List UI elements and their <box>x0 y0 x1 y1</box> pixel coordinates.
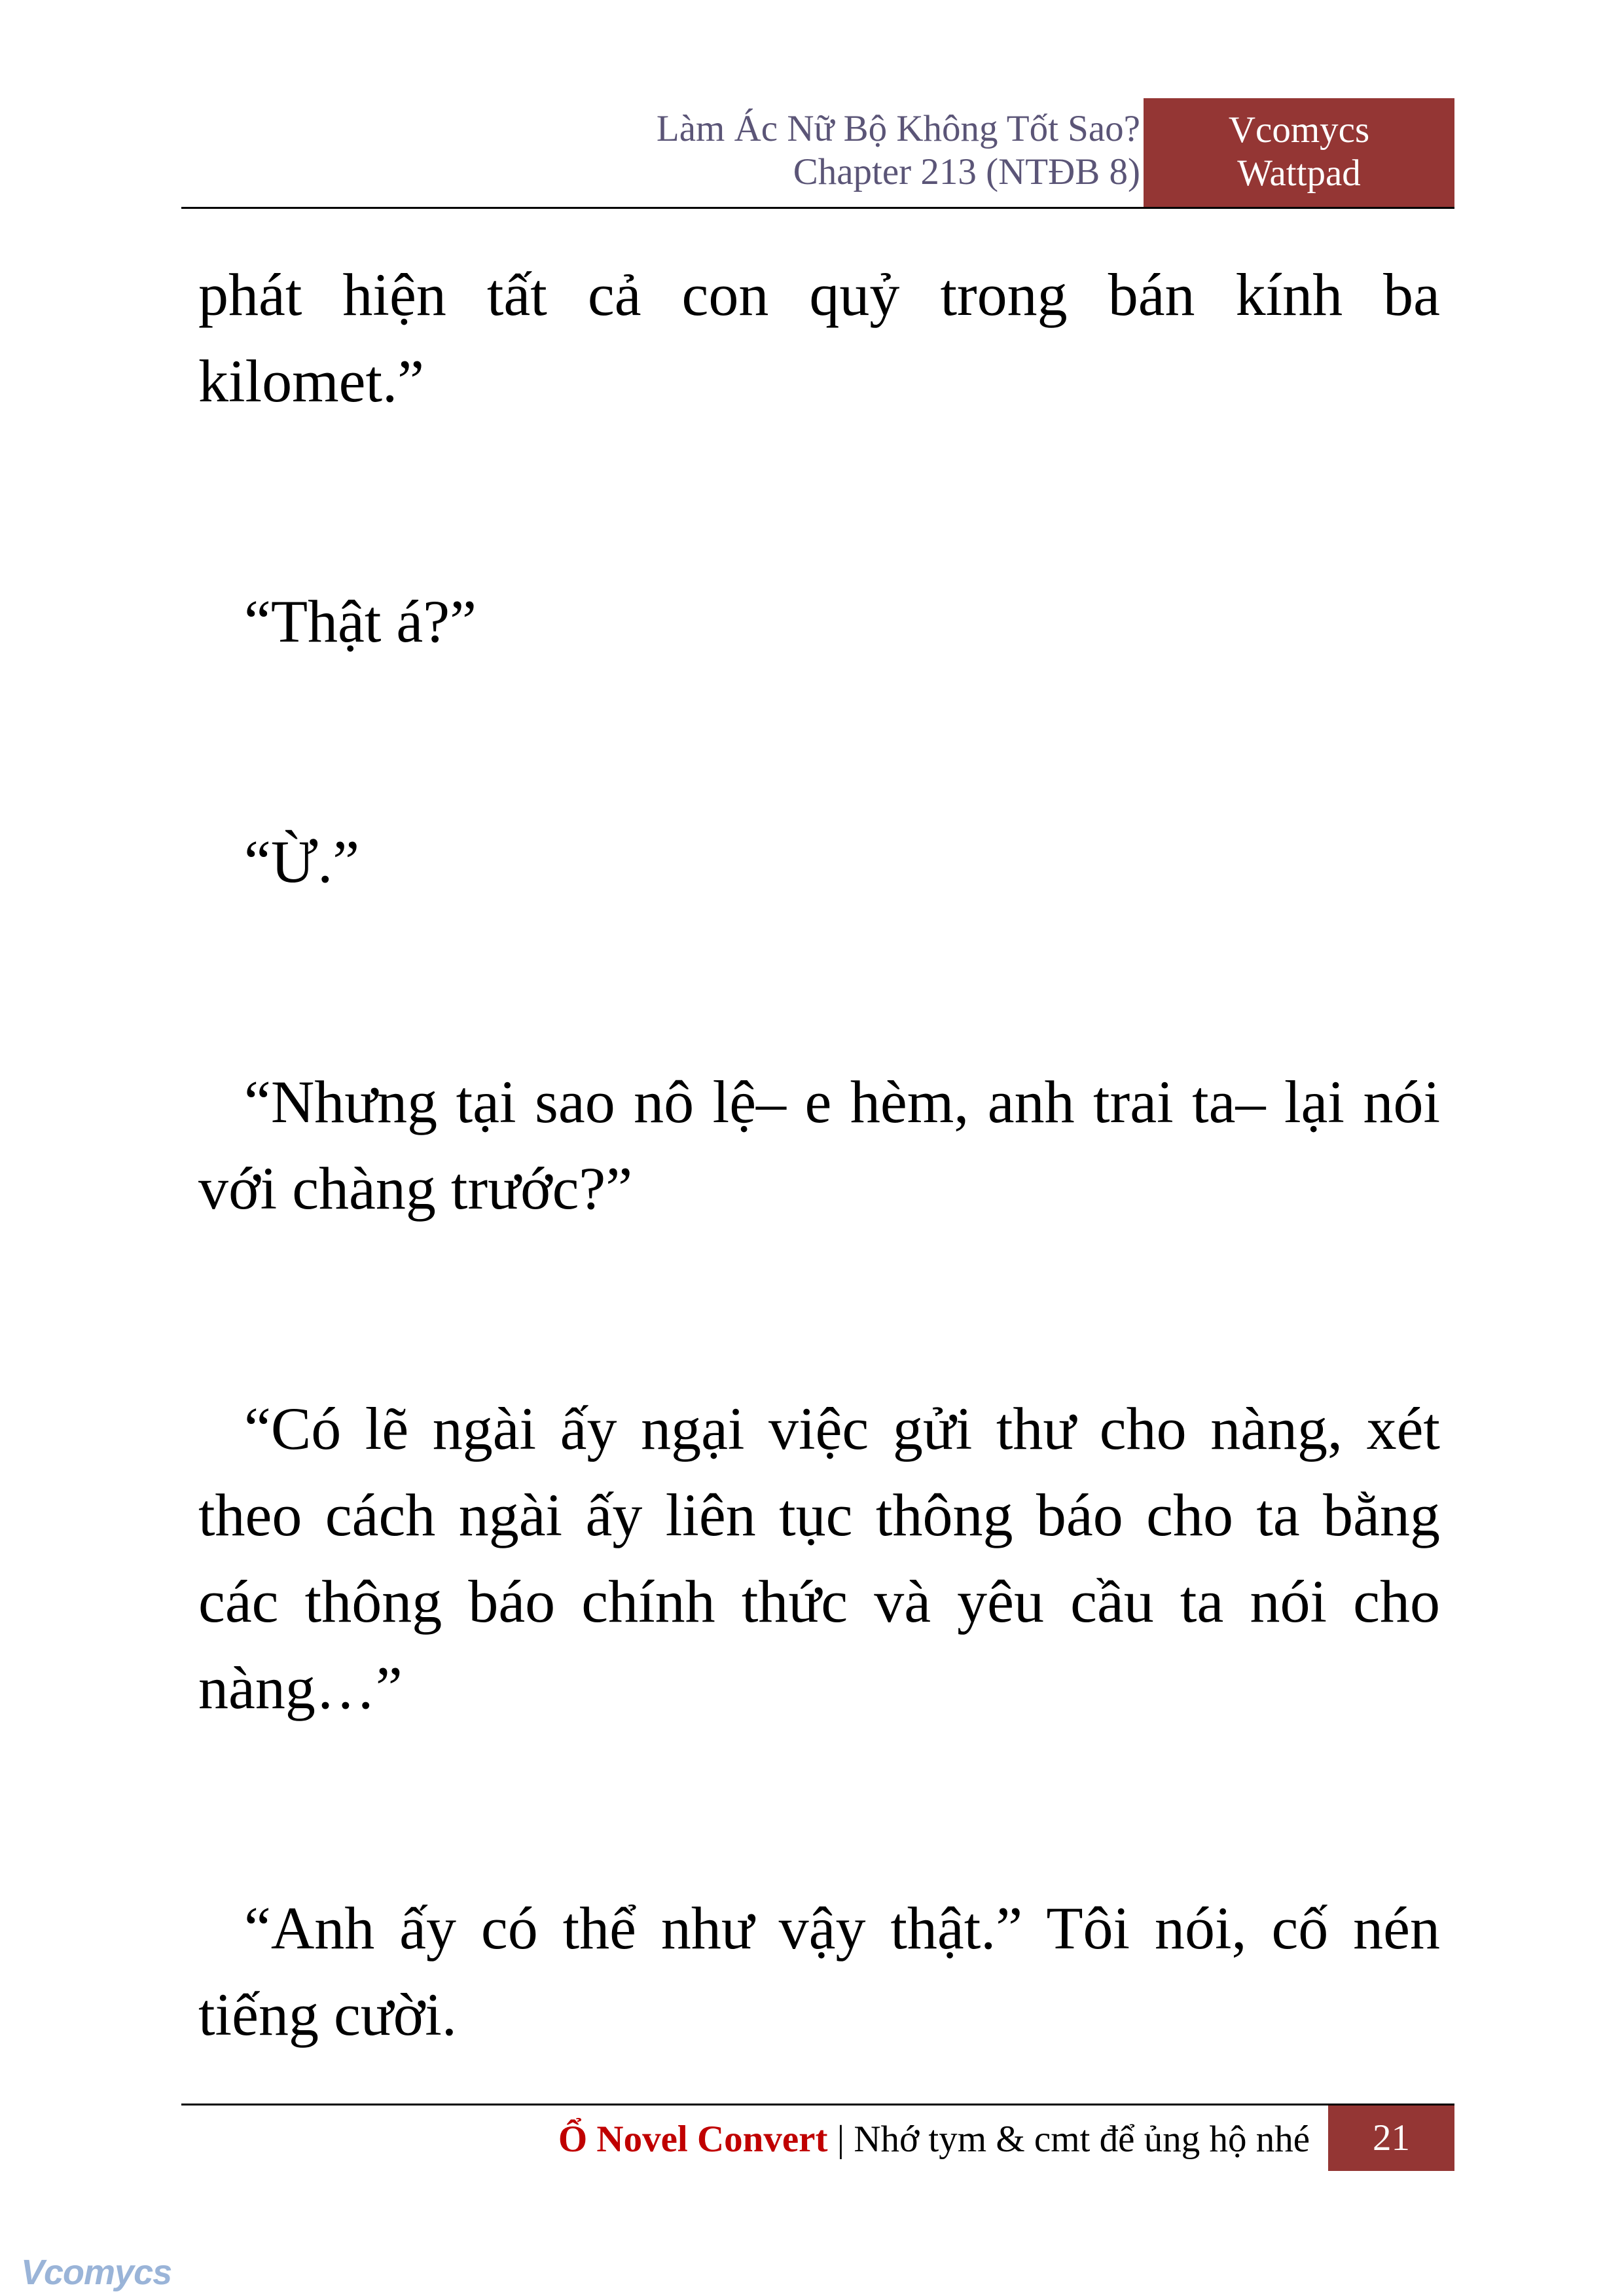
footer-brand: Ổ Novel Convert <box>558 2119 828 2160</box>
paragraph: “Có lẽ ngài ấy ngại việc gửi thư cho nàng, xét theo cách ngài ấy liên tục thông báo cho ta bằng các thông báo chính thức và yêu cầu ta nói cho nàng…” <box>198 1395 1440 1721</box>
source-platform: Wattpad <box>1237 153 1361 194</box>
page-number: 21 <box>1328 2105 1454 2171</box>
paragraph: “Ừ.” <box>244 828 360 895</box>
paragraph: “Anh ấy có thể như vậy thật.” Tôi nói, cố nén tiếng cười. <box>198 1895 1440 2048</box>
page-header <box>181 98 1454 207</box>
source-name: Vcomycs <box>1228 109 1370 151</box>
footer-divider <box>181 2104 1454 2105</box>
chapter-title: Chapter 213 (NTĐB 8) <box>793 151 1140 192</box>
footer-separator: | <box>827 2119 854 2160</box>
page-footer <box>558 2116 1310 2163</box>
footer-note: Nhớ tym & cmt để ủng hộ nhé <box>854 2119 1310 2160</box>
page-body <box>198 251 1440 2212</box>
paragraph: “Thật á?” <box>244 588 477 655</box>
header-divider <box>181 207 1454 209</box>
header-title <box>657 107 1140 194</box>
watermark-logo: Vcomycs <box>21 2253 172 2292</box>
paragraph: “Nhưng tại sao nô lệ– e hèm, anh trai ta– lại nói với chàng trước?” <box>198 1068 1440 1222</box>
paragraph: phát hiện tất cả con quỷ trong bán kính ba kilomet.” <box>198 261 1440 414</box>
header-source-box <box>1144 98 1454 207</box>
book-title: Làm Ác Nữ Bộ Không Tốt Sao? <box>656 108 1140 149</box>
